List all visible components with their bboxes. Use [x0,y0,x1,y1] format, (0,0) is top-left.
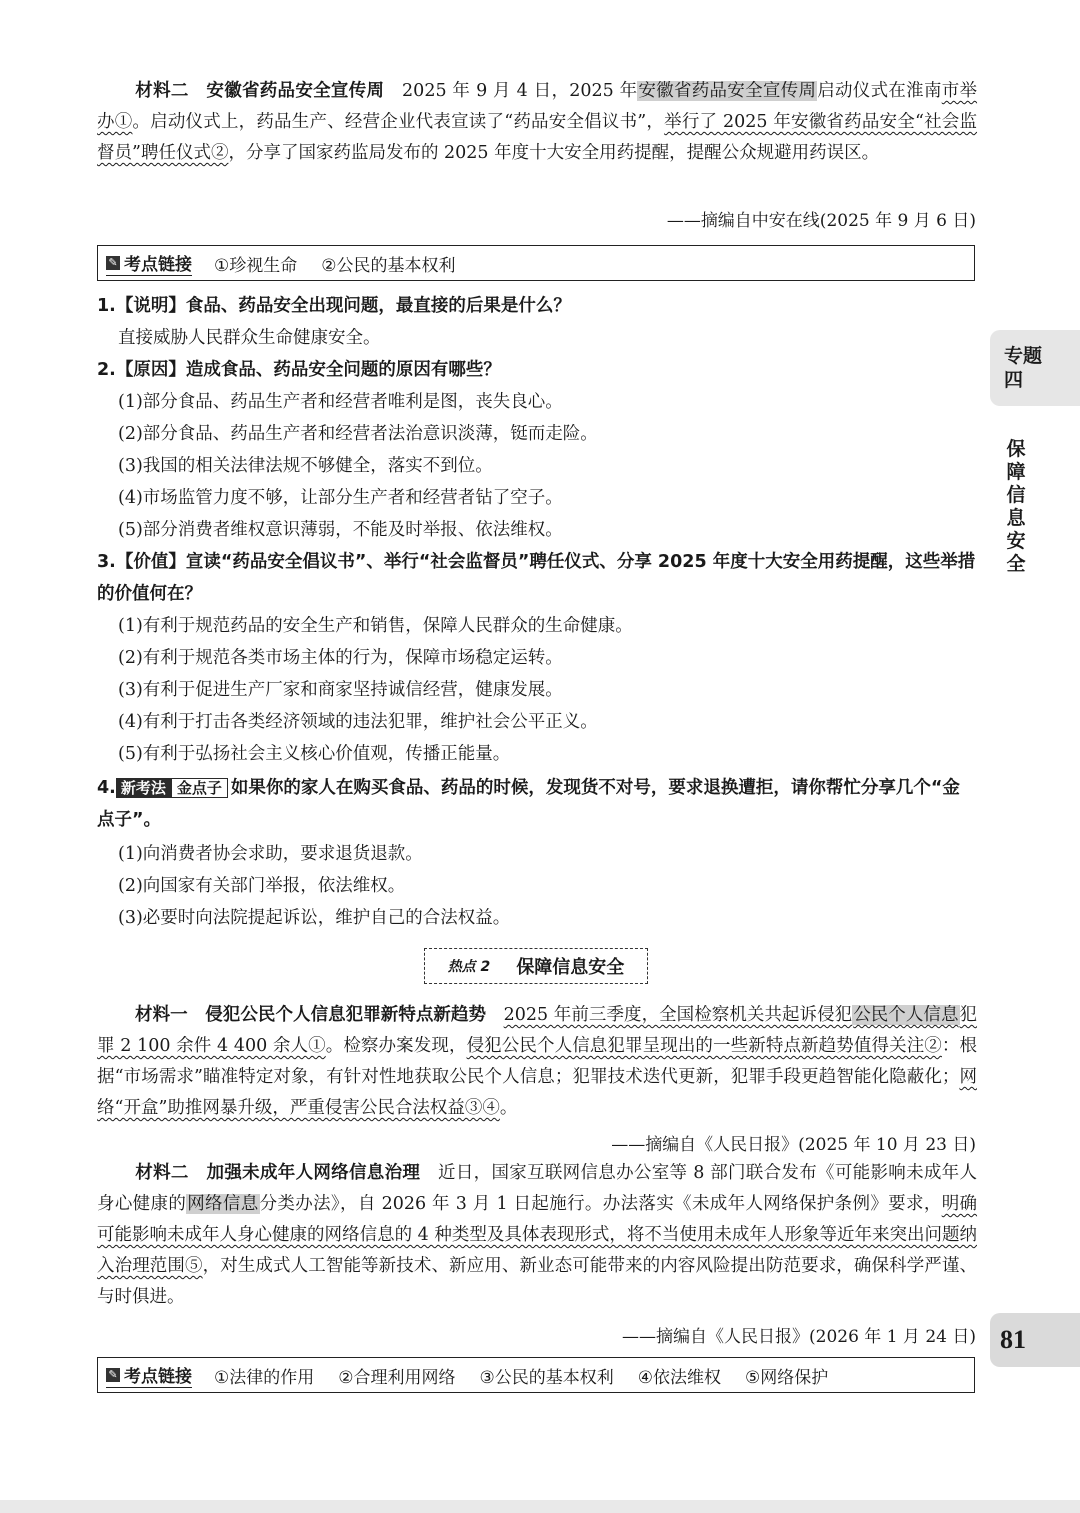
golden-idea-badge: 金点子 [171,778,228,798]
material-1-personal-info: 材料一 侵犯公民个人信息犯罪新特点新趋势 2025 年前三季度，全国检察机关共起诉侵犯公民个人信息犯罪 2 100 余件 4 400 余人①。检察办案发现，侵犯公民个人信息犯罪呈现出的一些新特点新趋势值得关注②：根据“市场需求”瞄准特定对象，有针对性地获取公民个人信息；犯罪技术迭代更新，犯罪手段更趋智能化隐蔽化；网络“开盒”助推网暴升级，严重侵害公民合法权益③④。 [97,1005,978,1118]
highlight-text: 网络信息 [187,1194,259,1214]
question-4: 4. 新考法 金点子 如果你的家人在购买食品、药品的时候，发现货不对号，要求退换遭拒，请你帮忙分享几个“金点子”。 [97,778,960,830]
answer-line: (1)部分食品、药品生产者和经营者唯利是图，丧失良心。 [118,392,563,412]
answer-line: (2)部分食品、药品生产者和经营者法治意识淡薄，铤而走险。 [118,424,598,444]
answer-line: (1)有利于规范药品的安全生产和销售，保障人民群众的生命健康。 [118,616,633,636]
chapter-tab: 专题 四 [990,330,1080,406]
hot-topic-heading [424,948,648,984]
underlined-text: 犯罪 2 100 余件 4 400 余人① [97,1005,978,1056]
chapter-side-title: 保障信息安全 [1006,438,1026,575]
underlined-text: 市举办① [97,81,978,132]
question-2: 2.【原因】造成食品、药品安全问题的原因有哪些？ [97,360,501,380]
answer-line: (4)市场监管力度不够，让部分生产者和经营者钻了空子。 [118,488,563,508]
underlined-text: 网络“开盒”助推网暴升级，严重侵害公民合法权益③④ [97,1067,977,1118]
source-citation: ——摘编自中安在线(2025 年 9 月 6 日) [666,211,976,231]
exam-point-tag: ✎ 考点链接 [106,250,192,276]
underlined-text: 侵犯公民个人信息犯罪呈现出的一些新特点新趋势值得关注② [466,1036,942,1056]
underlined-text: 明确可能影响未成年人身心健康的网络信息的 4 种类型及具体表现形式，将不当使用未成年人形象等近年来突出问题纳入治理范围⑤ [97,1194,978,1276]
highlight-text: 安徽省药品安全宣传周 [638,81,817,101]
exam-point-item: ⑤网络保护 [745,1367,829,1388]
new-method-badge: 新考法 [116,778,171,798]
highlight-text: 公民个人信息 [853,1005,959,1025]
answer-4 [118,838,978,934]
exam-point-link-box [97,1357,975,1393]
source-citation: ——摘编自《人民日报》(2026 年 1 月 24 日) [622,1327,976,1347]
exam-point-item: ②合理利用网络 [338,1367,456,1388]
pencil-icon: ✎ [106,1368,120,1382]
answer-line: (5)部分消费者维权意识薄弱，不能及时举报、依法维权。 [118,520,563,540]
exam-point-item: ②公民的基本权利 [321,255,456,276]
answer-line: (3)有利于促进生产厂家和商家坚持诚信经营，健康发展。 [118,680,563,700]
answer-2 [118,386,978,546]
pencil-icon: ✎ [106,256,120,270]
exam-point-item: ①珍视生命 [214,255,298,276]
exam-point-tag: ✎ 考点链接 [106,1362,192,1388]
source-citation: ——摘编自《人民日报》(2025 年 10 月 23 日) [611,1135,976,1155]
answer-line: (3)我国的相关法律法规不够健全，落实不到位。 [118,456,493,476]
material-label: 材料二 安徽省药品安全宣传周 [135,81,385,101]
question-3: 3.【价值】宣读“药品安全倡议书”、举行“社会监督员”聘任仪式、分享 2025 年度十大安全用药提醒，这些举措的价值何在？ [97,552,976,604]
exam-point-item: ④依法维权 [637,1367,721,1388]
underlined-text: 2025 年前三季度，全国检察机关共起诉侵犯 [503,1005,853,1025]
page-bottom-edge [0,1500,1080,1513]
underlined-text: 举行了 2025 年安徽省药品安全“社会监督员”聘任仪式② [97,112,978,163]
answer-line: (1)向消费者协会求助，要求退货退款。 [118,844,423,864]
material-label: 材料一 侵犯公民个人信息犯罪新特点新趋势 [135,1005,487,1025]
material-label: 材料二 加强未成年人网络信息治理 [135,1163,421,1183]
question-1: 1.【说明】食品、药品安全出现问题，最直接的后果是什么？ [97,296,571,316]
page-number: 81 [990,1313,1080,1367]
exam-point-item: ①法律的作用 [214,1367,315,1388]
exam-point-item: ③公民的基本权利 [479,1367,614,1388]
answer-line: 直接威胁人民群众生命健康安全。 [118,328,381,348]
exam-point-link-box [97,245,975,281]
answer-line: (4)有利于打击各类经济领域的违法犯罪，维护社会公平正义。 [118,712,598,732]
answer-line: (2)有利于规范各类市场主体的行为，保障市场稳定运转。 [118,648,563,668]
material-2-drug-safety: 材料二 安徽省药品安全宣传周 2025 年 9 月 4 日，2025 年安徽省药品安全宣传周启动仪式在淮南市举办①。启动仪式上，药品生产、经营企业代表宣读了“药品安全倡议书”，举行了 2025 年安徽省药品安全“社会监督员”聘任仪式②，分享了国家药监局发布的 2025 年度十大安全用药提醒，提醒公众规避用药误区。 [97,81,978,163]
answer-1 [118,322,978,354]
answer-line: (2)向国家有关部门举报，依法维权。 [118,876,406,896]
material-2-minors-network: 材料二 加强未成年人网络信息治理 近日，国家互联网信息办公室等 8 部门联合发布《可能影响未成年人身心健康的网络信息分类办法》，自 2026 年 3 月 1 日起施行。办法落实《未成年人网络保护条例》要求，明确可能影响未成年人身心健康的网络信息的 4 种类型及具体表现形式，将不当使用未成年人形象等近年来突出问题纳入治理范围⑤，对生成式人工智能等新技术、新应用、新业态可能带来的内容风险提出防范要求，确保科学严谨、与时俱进。 [97,1163,978,1307]
hot-topic-title: 保障信息安全 [516,957,625,978]
answer-line: (3)必要时向法院提起诉讼，维护自己的合法权益。 [118,908,511,928]
hot-topic-number: 热点 2 [447,959,491,975]
answer-line: (5)有利于弘扬社会主义核心价值观，传播正能量。 [118,744,511,764]
answer-3 [118,610,978,770]
